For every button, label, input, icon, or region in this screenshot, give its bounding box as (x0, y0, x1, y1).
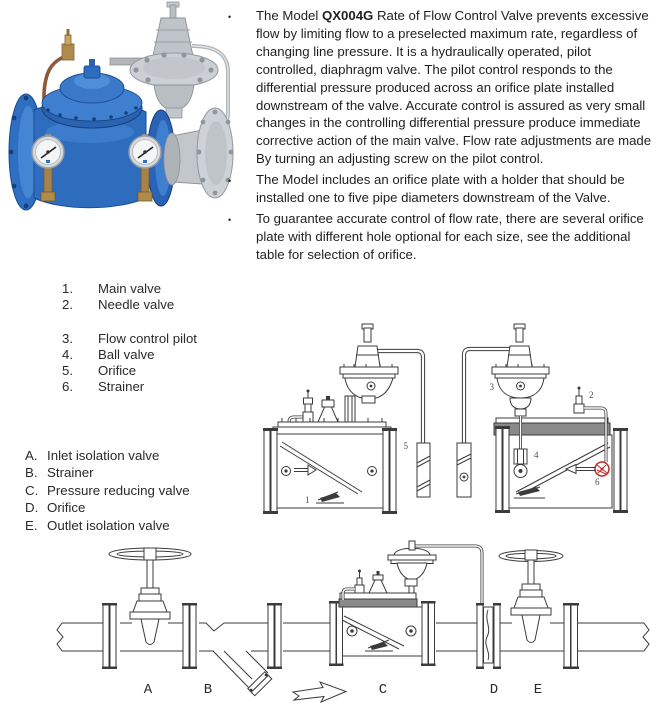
valve-body (277, 434, 383, 508)
paragraph-model-description (256, 7, 652, 168)
item-label: Orifice (47, 500, 86, 516)
list-item (62, 331, 197, 347)
list-item (62, 379, 197, 395)
list-item (25, 482, 190, 499)
bullet-icon: • (228, 176, 232, 187)
pilot-valve (340, 324, 398, 423)
pilot-valve (489, 324, 549, 416)
item-number: 1. (62, 281, 73, 296)
bullet-icon: • (228, 12, 232, 22)
list-item (25, 447, 190, 464)
item-letter: B. (25, 465, 38, 481)
list-item (25, 517, 190, 534)
model-number: QX004G (321, 8, 374, 23)
schematic-label-d: D (489, 682, 499, 698)
diagram-valve-orifice-downstream (258, 322, 453, 550)
numbered-parts-list (62, 281, 197, 395)
orifice-plate (417, 443, 430, 497)
flow-direction-arrow (293, 682, 346, 702)
item-letter: C. (25, 482, 39, 498)
list-item (62, 363, 197, 379)
item-label: Main valve (98, 281, 162, 296)
item-label: Strainer (47, 465, 94, 481)
paragraph-prefix: The Model (256, 8, 322, 23)
strainer-highlight (595, 462, 609, 476)
paragraph-orifice-holder: The Model includes an orifice plate with a holder that should be installed one to five pipe diameters downstream of the Valve. (256, 172, 625, 206)
orifice-plate (457, 443, 471, 497)
schematic-label-c: C (378, 682, 388, 698)
item-number: 3. (62, 331, 73, 346)
diagram-valve-strainer-highlight (450, 322, 652, 550)
list-item (25, 464, 190, 481)
item-number: 6. (62, 379, 73, 394)
orifice-plate-holder (476, 603, 501, 669)
installation-schematic (0, 540, 652, 724)
item-number: 2. (62, 297, 73, 312)
callout-ball-valve: 4 (534, 450, 539, 460)
schematic-label-b: B (203, 682, 213, 698)
numbered-parts-group-2 (62, 331, 197, 395)
bullet-item (228, 171, 652, 207)
item-label: Inlet isolation valve (47, 448, 160, 463)
item-label: Needle valve (98, 297, 175, 312)
list-item (62, 347, 197, 363)
item-label: Ball valve (98, 347, 155, 362)
list-item (25, 499, 190, 516)
item-letter: A. (25, 448, 38, 463)
lettered-parts-list (25, 447, 190, 534)
valve-cover (494, 418, 610, 435)
item-number: 5. (62, 363, 73, 378)
item-label: Flow control pilot (98, 331, 197, 346)
paragraph-orifice-selection: To guarantee accurate control of flow rate, there are several orifice plate with different hole optional for each size, see the additional table for selection of orifice. (256, 210, 644, 262)
callout-strainer: 6 (595, 477, 600, 487)
item-label: Orifice (98, 363, 137, 378)
callout-pilot: 3 (489, 382, 494, 392)
paragraph-body: Rate of Flow Control Valve prevents excessive flow by limiting flow to a preselected maximum rate, regardless of changing line pressure. It is a hydraulically operated, pilot controlled, diaphragm valve. The pilot control responds to the differential pressure produced across an orifice plate installed downstream of the valve. Accurate control is assured as very small changes in the controlling differential pressure produce immediate corrective action of the main valve. Flow rate adjustments are made By turning an adjusting screw on the pilot control. (256, 8, 652, 167)
main-valve-assembly (329, 541, 482, 666)
callout-main-valve: 1 (305, 495, 310, 505)
product-photo-valve (4, 0, 236, 232)
list-item (62, 297, 197, 313)
bullet-item (228, 210, 652, 264)
callout-orifice: 5 (403, 441, 408, 451)
gate-valve-outlet (499, 550, 563, 643)
item-letter: E. (25, 517, 38, 533)
item-number: 4. (62, 347, 73, 362)
bullet-item (228, 7, 652, 168)
item-label: Pressure reducing valve (47, 482, 190, 498)
description-section (228, 3, 652, 267)
gate-valve-inlet (109, 548, 191, 645)
bullet-icon: • (228, 214, 232, 225)
item-label: Outlet isolation valve (47, 517, 170, 533)
item-letter: D. (25, 500, 39, 516)
y-strainer (213, 651, 272, 696)
list-item (62, 281, 197, 297)
numbered-parts-group-1 (62, 281, 197, 313)
schematic-label-e: E (533, 682, 543, 698)
schematic-label-a: A (143, 682, 153, 698)
brass-needle-valve (62, 29, 74, 60)
callout-needle-valve: 2 (589, 390, 594, 400)
item-label: Strainer (98, 379, 145, 394)
steel-spool (164, 108, 233, 198)
